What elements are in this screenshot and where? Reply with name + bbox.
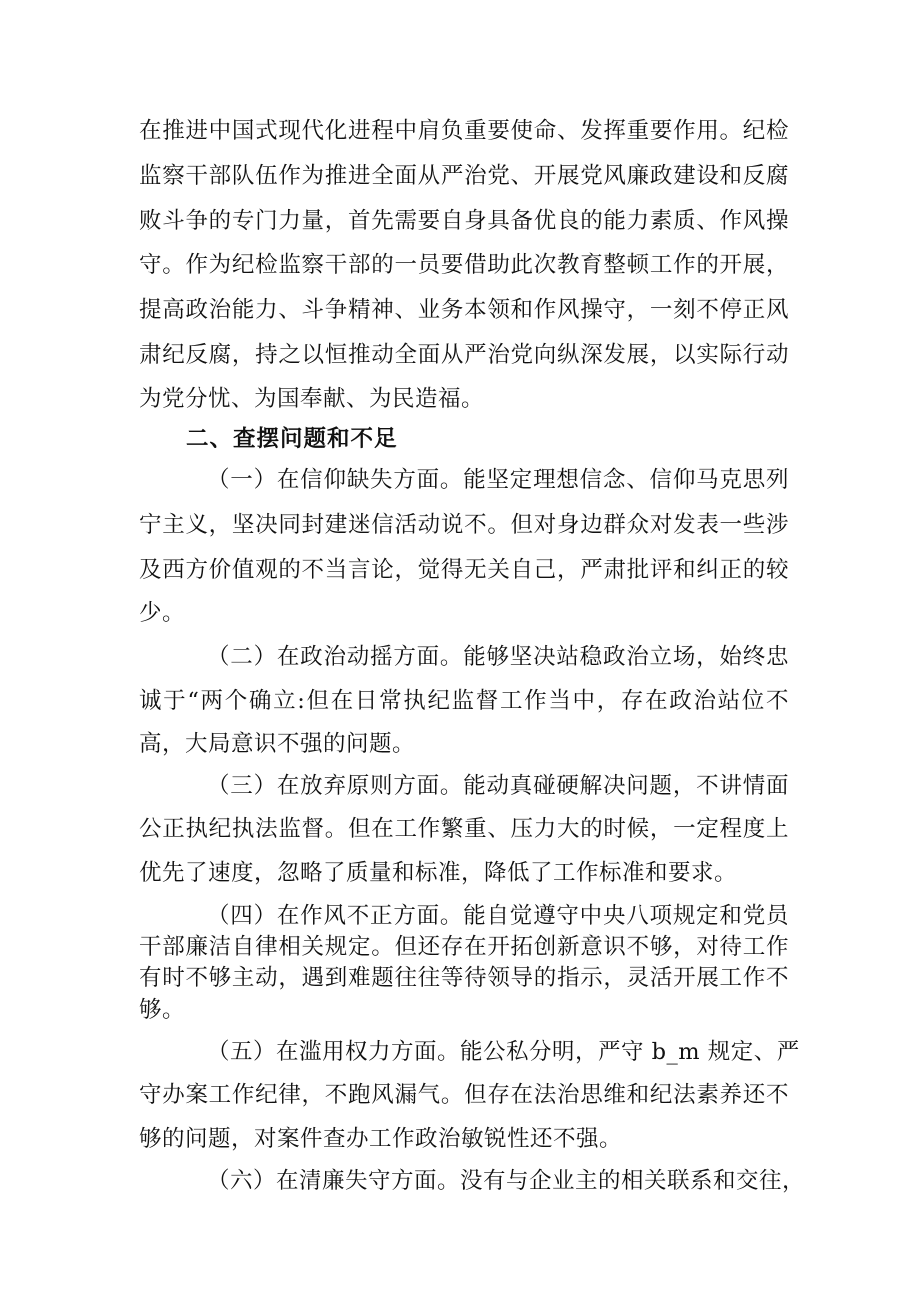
- item-5-line-3: 够的问题，对案件查办工作政治敏锐性还不强。: [139, 1126, 623, 1152]
- item-3-line-1: （三）在放弃原则方面。能动真碰硬解决问题，不讲情面: [207, 773, 789, 799]
- item-2-line-3: 高，大局意识不强的问题。: [139, 731, 416, 757]
- intro-line-5: 提高政治能力、斗争精神、业务本领和作风操守，一刻不停正风: [139, 297, 789, 323]
- item-1-line-1: （一）在信仰缺失方面。能坚定理想信念、信仰马克思列: [207, 467, 789, 493]
- intro-line-6: 肃纪反腐，持之以恒推动全面从严治党向纵深发展，以实际行动: [139, 342, 789, 368]
- intro-line-4: 守。作为纪检监察干部的一员要借助此次教育整顿工作的开展，: [139, 252, 789, 278]
- item-4-line-1: （四）在作风不正方面。能自觉遵守中央八项规定和党员: [207, 903, 789, 929]
- item-5-line-2: 守办案工作纪律，不跑风漏气。但存在法治思维和纪法素养还不: [139, 1082, 789, 1108]
- item-4-line-3: 有时不够主动，遇到难题往往等待领导的指示，灵活开展工作不: [139, 965, 789, 991]
- item-4-line-2: 干部廉洁自律相关规定。但还存在开拓创新意识不够，对待工作: [139, 934, 789, 960]
- intro-line-3: 败斗争的专门力量，首先需要自身具备优良的能力素质、作风操: [139, 208, 789, 234]
- item-1-line-2: 宁主义，坚决同封建迷信活动说不。但对身边群众对发表一些涉: [139, 512, 789, 538]
- intro-line-1: 在推进中国式现代化进程中肩负重要使命、发挥重要作用。纪检: [139, 118, 789, 144]
- intro-line-2: 监察干部队伍作为推进全面从严治党、开展党风廉政建设和反腐: [139, 163, 789, 189]
- intro-line-7: 为党分忧、为国奉献、为民造福。: [139, 386, 485, 412]
- item-5-line-1: （五）在滥用权力方面。能公私分明，严守 b_m 规定、严: [207, 1039, 800, 1065]
- item-2-line-2: 诚于“两个确立:但在日常执纪监督工作当中，存在政治站位不: [139, 688, 789, 714]
- item-3-line-3: 优先了速度，忽略了质量和标准，降低了工作标准和要求。: [139, 860, 738, 886]
- item-1-line-4: 少。: [139, 600, 186, 626]
- item-6-line-1: （六）在清廉失守方面。没有与企业主的相关联系和交往，: [207, 1168, 806, 1194]
- item-1-line-3: 及西方价值观的不当言论，觉得无关自己，严肃批评和纠正的较: [139, 557, 789, 583]
- item-3-line-2: 公正执纪执法监督。但在工作繁重、压力大的时候，一定程度上: [139, 816, 789, 842]
- section-heading: 二、查摆问题和不足: [186, 426, 398, 452]
- item-4-line-4: 够。: [139, 997, 186, 1023]
- item-2-line-1: （二）在政治动摇方面。能够坚决站稳政治立场，始终忠: [207, 644, 789, 670]
